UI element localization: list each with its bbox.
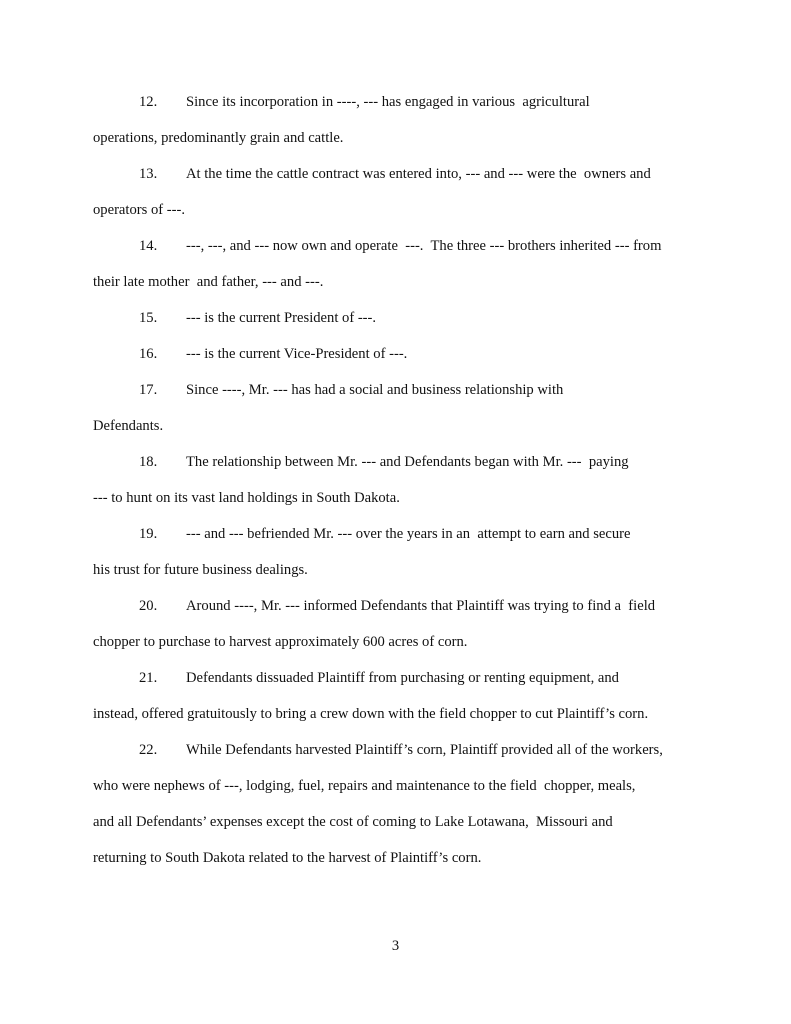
paragraph-number: 15. bbox=[139, 310, 158, 326]
paragraph-line: Since its incorporation in ----, --- has engaged in various agricultural bbox=[186, 94, 590, 110]
paragraph-number: 19. bbox=[139, 526, 158, 542]
paragraph-line: instead, offered gratuitously to bring a crew down with the field chopper to cut Plaintiff’s corn. bbox=[93, 706, 649, 722]
paragraph-number: 12. bbox=[139, 94, 158, 110]
paragraph-line: Around ----, Mr. --- informed Defendants that Plaintiff was trying to find a field bbox=[186, 598, 656, 614]
paragraph-number: 16. bbox=[139, 346, 158, 362]
paragraph-line: returning to South Dakota related to the harvest of Plaintiff’s corn. bbox=[93, 850, 482, 866]
paragraph-line: Defendants dissuaded Plaintiff from purchasing or renting equipment, and bbox=[186, 670, 619, 686]
paragraph-number: 22. bbox=[139, 742, 158, 758]
paragraph-line: chopper to purchase to harvest approximately 600 acres of corn. bbox=[93, 634, 468, 650]
paragraph-line: his trust for future business dealings. bbox=[93, 562, 308, 578]
paragraph-line: operations, predominantly grain and cattle. bbox=[93, 130, 344, 146]
paragraph-number: 21. bbox=[139, 670, 158, 686]
paragraph-line: operators of ---. bbox=[93, 202, 185, 218]
paragraph-line: and all Defendants’ expenses except the cost of coming to Lake Lotawana, Missouri and bbox=[93, 814, 613, 830]
paragraph-number: 14. bbox=[139, 238, 158, 254]
paragraph-line: Since ----, Mr. --- has had a social and business relationship with bbox=[186, 382, 564, 398]
paragraph-line: --- is the current Vice-President of ---. bbox=[186, 346, 408, 362]
paragraph-line: Defendants. bbox=[93, 418, 164, 434]
paragraph-line: --- to hunt on its vast land holdings in South Dakota. bbox=[93, 490, 400, 506]
paragraph-number: 18. bbox=[139, 454, 158, 470]
paragraph-line: While Defendants harvested Plaintiff’s corn, Plaintiff provided all of the workers, bbox=[186, 742, 663, 758]
paragraph-line: their late mother and father, --- and ---. bbox=[93, 274, 324, 290]
paragraph-line: --- and --- befriended Mr. --- over the years in an attempt to earn and secure bbox=[186, 526, 631, 542]
paragraph-number: 17. bbox=[139, 382, 158, 398]
paragraph-number: 13. bbox=[139, 166, 158, 182]
paragraph-line: ---, ---, and --- now own and operate ---. The three --- brothers inherited --- from bbox=[186, 238, 662, 254]
paragraph-line: --- is the current President of ---. bbox=[186, 310, 377, 326]
page-number: 3 bbox=[391, 938, 400, 954]
paragraph-line: who were nephews of ---, lodging, fuel, repairs and maintenance to the field chopper, meals, bbox=[93, 778, 636, 794]
paragraph-line: The relationship between Mr. --- and Defendants began with Mr. --- paying bbox=[186, 454, 629, 470]
paragraph-number: 20. bbox=[139, 598, 158, 614]
paragraph-line: At the time the cattle contract was entered into, --- and --- were the owners and bbox=[186, 166, 651, 182]
